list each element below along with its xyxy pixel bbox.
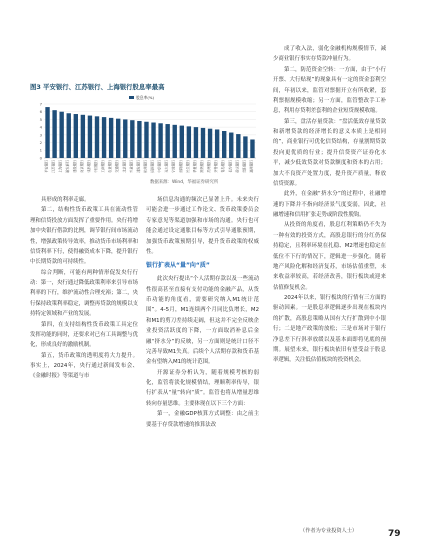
x-tick-label: 光大银行: [164, 160, 169, 173]
bar: [45, 107, 49, 158]
figure-title: 图3 平安银行、江苏银行、上海银行股息率最高: [30, 83, 165, 91]
bar: [109, 118, 113, 158]
y-tick-label: 5: [39, 116, 42, 122]
x-tick-label: 宁波银行: [171, 160, 176, 173]
x-tick-label: 中信银行: [157, 160, 162, 173]
x-tick-label: 齐鲁银行: [214, 160, 219, 173]
y-tick-label: 0: [39, 155, 42, 161]
middle-column: [146, 195, 259, 430]
legend: [129, 95, 154, 100]
paragraph: 2024年以来，银行板块的行情有三方面的驱动因素。一是股息率逻辑逐步出现在板块内的扩散，高股息策略从国有大行扩散到中小银行；二是地产政策的放松；三是市场对于银行净息差下行斜率放缓以及基本面即将见底的预期。展望未来，银行板块依旧有望受益于股息率逻辑，关注低估值板块的投资机会。: [273, 295, 386, 364]
bar: [165, 124, 169, 158]
y-tick-label: 7: [39, 101, 42, 107]
bar: [208, 129, 212, 158]
x-tick-label: 长沙银行: [228, 160, 233, 173]
bar: [81, 115, 85, 158]
bar: [187, 126, 191, 158]
bar: [52, 110, 56, 158]
bar: [130, 120, 134, 158]
bar: [95, 116, 99, 158]
bar: [201, 128, 205, 158]
section-heading: 银行扩表从“量”向“质”: [146, 262, 210, 270]
paragraph: 场信息沟通的频次已显著上升。未来央行可能会进一步通过工作论文、货币政策委员会专家意见等渠道加强和市场的沟通。央行也可能会通过设定通胀目标等方式引导通胀预期，加强货币政策预期引导，提升货币政策的权威性。: [146, 197, 259, 255]
paragraph: 具形成的利率走廊。: [41, 197, 90, 203]
paragraph: 开源证券分析认为，随着规模考核的弱化，监管将淡化规模情结，理顺利率传导，银行扩表从“量”转向“质”。监管也将从增量思维转向存量思维。主要体现在以下三个方面：: [146, 369, 259, 407]
bar: [222, 131, 226, 158]
paragraph: 第三，盘活存量贷款：“盘活低效存量贷款和新增贷款的经济增长的意义本质上是相同的”，商业银行可优化信贷结构，存量割期贷款投向更优质的行业；提升信贷资产证券化水平，减少低效贷款对贷款额度和资本的占用；加大不良资产处置力度，提升资产质量，释放信贷资源。: [273, 118, 386, 187]
left-column: [30, 195, 138, 382]
x-tick-label: 上海银行: [58, 160, 63, 173]
x-tick-label: 成都银行: [86, 160, 91, 173]
y-tick-label: 2: [39, 139, 42, 145]
x-tick-label: 邮储银行: [178, 160, 183, 173]
paragraph: 综合判断，可能有两种情形促发央行行动：第一，央行通过降低政策利率来引导市场利率的下行，维护流动性合理充裕；第二，央行保持政策利率稳定，调整再贷款的规模以支持特定领域和产业的发展。: [30, 269, 138, 318]
paragraph: 此外，在金融“挤水分”的过程中，社融增速的下降并不指向经济景气度变弱，因此，社融增速和信用扩张走势或阶段性脱钩。: [273, 191, 386, 218]
paragraph: 成了收入法，弱化金融机构规模情节，减少商业银行事实存贷款冲量行为。: [273, 46, 386, 63]
x-tick-label: 重庆银行: [235, 160, 240, 173]
paragraph: 第二，结构性货币政策工具在流动性管理和信贷投放方面发挥了重要作用。央行将增加中央银行借款的比例，调节银行间市场流动性，增强政策传导效率，推动货币市场利率和信贷利率下行，使得融资成本下降，提升银行中长期贷款的可持续性。: [30, 207, 138, 266]
bar: [102, 117, 106, 158]
paragraph: 第四，在支持结构性货币政策工具定位发挥功能的同时，还要求对已有工具调整与优化，形成良好的激励机制。: [30, 321, 138, 349]
bar: [123, 119, 127, 158]
x-tick-label: 招商银行: [150, 160, 155, 173]
x-tick-label: 北京银行: [122, 160, 127, 173]
dividend-yield-bar-chart: [30, 94, 260, 176]
x-tick-label: 江苏银行: [51, 160, 56, 173]
page-number: 79: [388, 529, 401, 539]
y-tick-label: 4: [39, 124, 42, 130]
x-tick-label: 建设银行: [72, 160, 77, 173]
legend-label: 股息率(%): [136, 94, 154, 100]
bar: [194, 127, 198, 158]
x-tick-label: 华夏银行: [192, 160, 197, 173]
paragraph: 从投资的角度看，股息红利策略仍不失为一种有效的投资方式，高股息银行的分红仍保持稳定，且利率环境在扎稳、M2增速也稳定在低位不下行的情况下，逻辑进一步强化。随着地产风险化解和经济复苏，市场估值重塑，未来收益率较高，若经济改善，银行板块或迎来估值修复机会。: [273, 222, 386, 291]
bar: [151, 123, 155, 158]
right-column: [273, 44, 386, 366]
x-tick-label: 农业银行: [108, 160, 113, 173]
x-tick-label: 平安银行: [44, 160, 49, 173]
bar: [236, 134, 240, 158]
x-tick-label: 贵阳银行: [242, 160, 247, 173]
bar: [116, 119, 120, 158]
x-tick-label: 青岛银行: [221, 160, 226, 173]
x-tick-label: 中国银行: [94, 160, 98, 173]
x-tick-label: 杭州银行: [143, 160, 148, 173]
bar: [74, 114, 78, 158]
bar: [59, 112, 63, 158]
author-note: （作者为专业投资人士）: [300, 528, 358, 534]
bar: [250, 139, 254, 158]
bar: [215, 129, 219, 158]
x-tick-label: 兴业银行: [129, 160, 134, 173]
x-tick-label: 常熟银行: [200, 160, 204, 173]
paragraph: 此次央行提出“个人活期存款以及一些流动性很高甚至直接有支付功能的金融产品，从货币功能的角度看，需要研究纳入M1统计范围”。4-5月，M1连续两个月同比负增长，M2和M1的剪刀差持续走阔，但这并不完全反映企业投资活跃度的下降，一方面取消补息后金融“挤水分”的反映，另一方面则是统计口径不完善导致M1失真。后续个人活期存款和货币基金有望纳入M1的统计范围。: [146, 276, 259, 366]
x-tick-label: 浦发银行: [136, 160, 141, 173]
paragraph: 第二，防范资金空转：一方面，由于“小行开票、大行贴现”的现象具有一定的资金套利空间，年初以来，监管对票据开立有所收紧，套利票据规模收缩；另一方面，监管整改手工补息，利用存贷利差套利的企业短贷规模收缩。: [273, 66, 386, 115]
bar: [158, 123, 162, 158]
bar: [67, 113, 71, 158]
bar: [137, 121, 141, 158]
bar: [88, 116, 92, 158]
legend-swatch: [129, 96, 134, 99]
x-tick-label: 渝农商行: [65, 160, 70, 173]
y-tick-label: 1: [39, 147, 42, 153]
x-tick-label: 交通银行: [115, 160, 120, 173]
x-tick-label: 苏州银行: [207, 160, 212, 173]
y-tick-label: 3: [39, 132, 42, 138]
bar: [243, 136, 247, 158]
figure-3: [30, 82, 260, 190]
x-tick-label: 郑州银行: [249, 160, 254, 173]
paragraph: 第一，金融GDP核算方式调整：由之前主要基于存贷款增速的推算法改: [146, 411, 259, 428]
x-tick-label: 南京银行: [79, 160, 84, 173]
y-tick-label: 6: [39, 109, 42, 115]
bar: [144, 122, 148, 158]
x-tick-label: 民生银行: [185, 160, 190, 173]
bar: [180, 126, 184, 158]
paragraph: 第五，货币政策的透明度将大力提升。事实上，2024年，央行通过新闻发布会、《金融时报》等渠道与市: [30, 352, 138, 380]
figure-source: 数据来源：Wind，华福证券研究所: [150, 180, 219, 185]
bar: [229, 133, 233, 158]
x-tick-label: 工商银行: [101, 160, 106, 173]
bar: [173, 125, 177, 158]
